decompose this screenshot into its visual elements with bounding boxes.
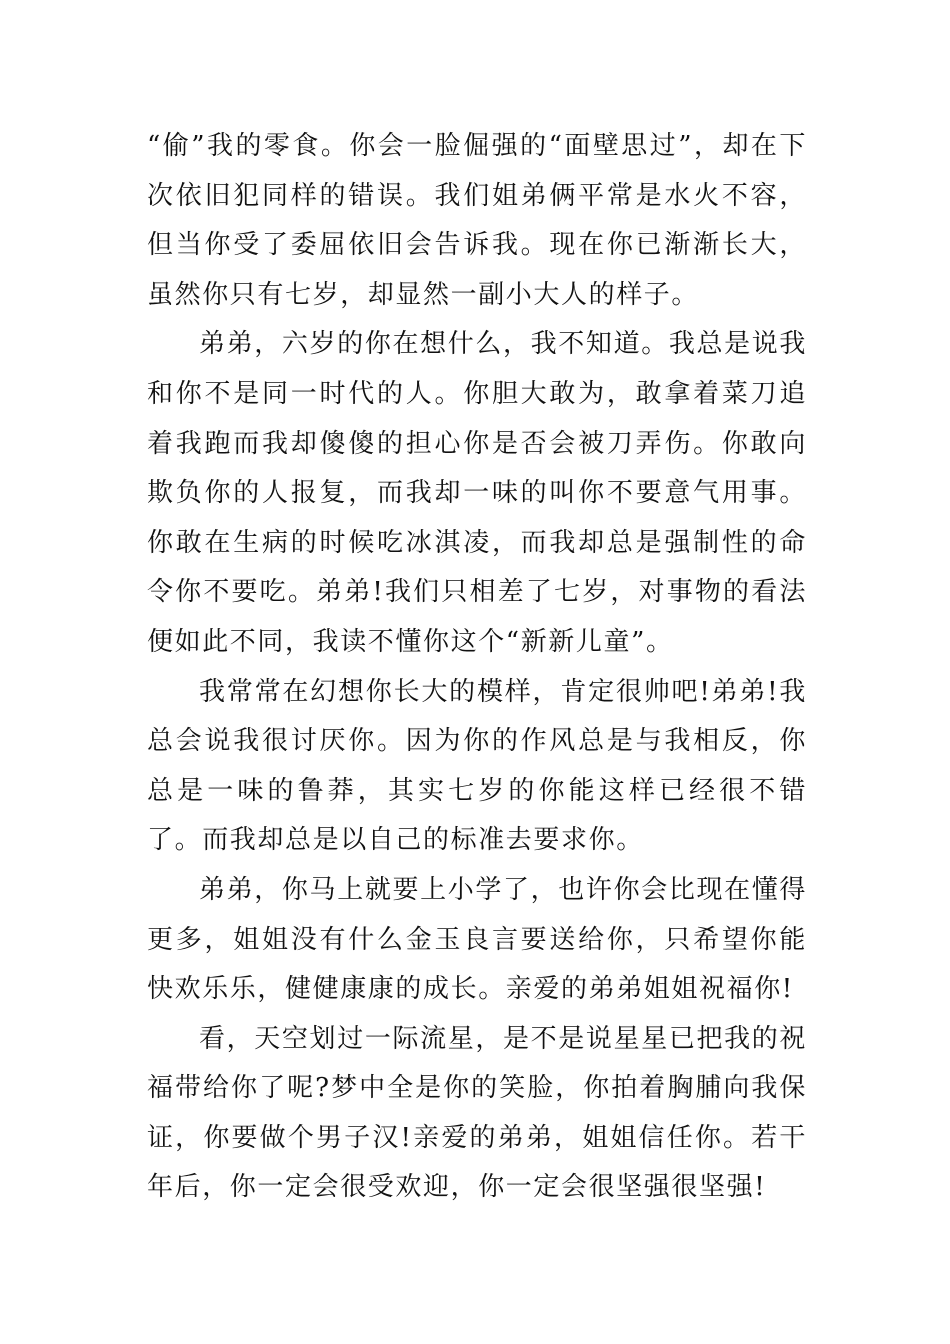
paragraph-1: “偷”我的零食。你会一脸倔强的“面壁思过”，却在下次依旧犯同样的错误。我们姐弟俩平常是水火不容，但当你受了委屈依旧会告诉我。现在你已渐渐长大，虽然你只有七岁，却显然一副小大人的样子。 [147, 131, 807, 310]
paragraph-4: 弟弟，你马上就要上小学了，也许你会比现在懂得更多，姐姐没有什么金玉良言要送给你，只希望你能快欢乐乐，健健康康的成长。亲爱的弟弟姐姐祝福你! [147, 874, 807, 1005]
document-page [147, 122, 807, 1213]
paragraph-3: 我常常在幻想你长大的模样，肯定很帅吧!弟弟!我总会说我很讨厌你。因为你的作风总是与我相反，你总是一味的鲁莽，其实七岁的你能这样已经很不错了。而我却总是以自己的标准去要求你。 [147, 676, 807, 856]
paragraph-5: 看，天空划过一际流星，是不是说星星已把我的祝福带给你了呢?梦中全是你的笑脸，你拍着胸脯向我保证，你要做个男子汉!亲爱的弟弟，姐姐信任你。若干年后，你一定会很受欢迎，你一定会很坚强很坚强! [147, 1023, 807, 1203]
paragraph-2: 弟弟，六岁的你在想什么，我不知道。我总是说我和你不是同一时代的人。你胆大敢为，敢拿着菜刀追着我跑而我却傻傻的担心你是否会被刀弄伤。你敢向欺负你的人报复，而我却一味的叫你不要意气用事。你敢在生病的时候吃冰淇凌，而我却总是强制性的命令你不要吃。弟弟!我们只相差了七岁，对事物的看法便如此不同，我读不懂你这个“新新儿童”。 [147, 329, 807, 657]
